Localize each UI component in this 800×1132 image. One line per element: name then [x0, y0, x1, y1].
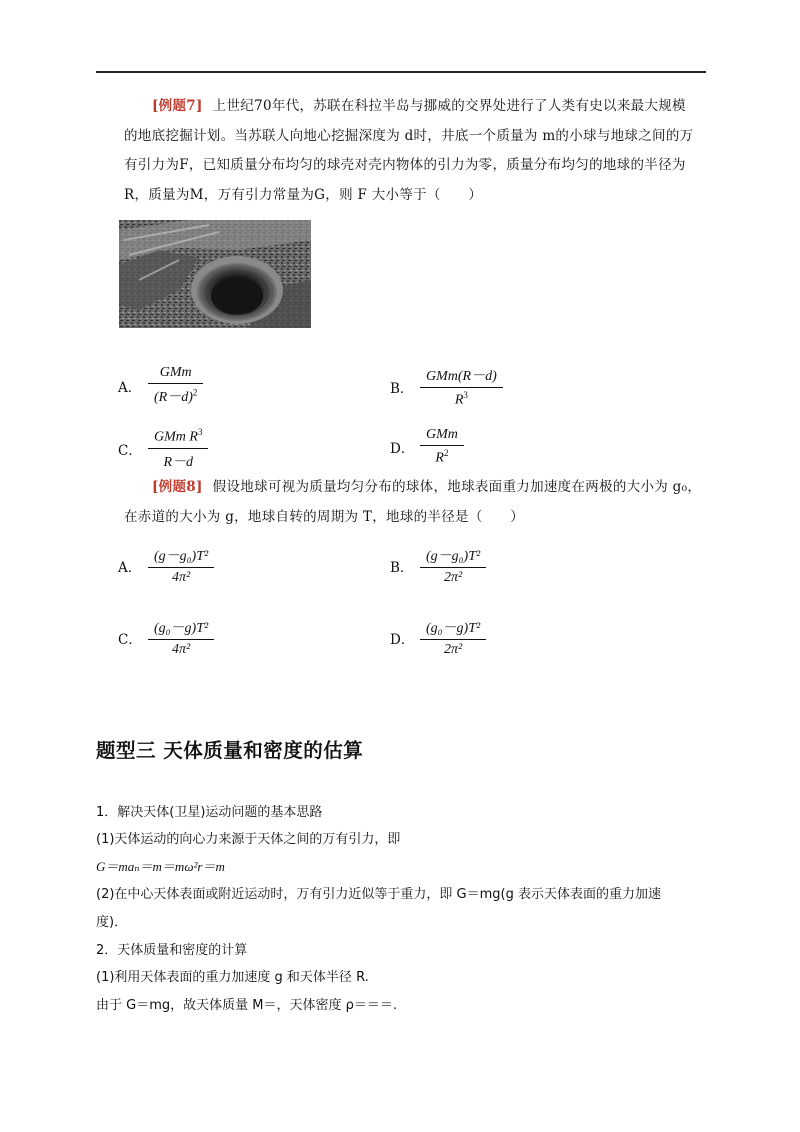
ex7-option-a[interactable]: [118, 365, 203, 406]
section-para-1: (1)天体运动的向心力来源于天体之间的万有引力，即: [96, 832, 401, 847]
denominator: [420, 446, 464, 467]
fraction: [148, 365, 203, 406]
ex8-option-d[interactable]: [390, 617, 486, 658]
example7-line3: 有引力为F，已知质量分布均匀的球壳对壳内物体的引力为零，质量分布均匀的地球的半径为: [124, 157, 686, 173]
section-heading-1: 1．解决天体(卫星)运动问题的基本思路: [96, 805, 323, 820]
fraction: [148, 427, 208, 471]
ex7-option-d[interactable]: [390, 427, 464, 467]
fraction: [148, 617, 214, 658]
numerator: (g－g₀)T²: [420, 545, 486, 568]
num-base: GMm R: [154, 429, 198, 445]
option-label: B．: [390, 380, 414, 397]
numerator: (g₀－g)T²: [148, 617, 214, 640]
option-label: A．: [118, 559, 142, 576]
option-label: D．: [390, 631, 415, 648]
option-label: B．: [390, 559, 414, 576]
fraction: [420, 365, 503, 409]
den-base: R: [454, 392, 464, 408]
ex8-option-a[interactable]: [118, 545, 214, 586]
section-para-3: (1)利用天体表面的重力加速度 g 和天体半径 R.: [96, 970, 369, 985]
fraction: [420, 617, 486, 658]
numerator: GMm: [420, 427, 464, 446]
ex7-option-c[interactable]: [118, 427, 208, 471]
denominator: R－d: [163, 454, 193, 470]
borehole-photo: [119, 220, 311, 328]
example7-line1: 上世纪70年代，苏联在科拉半岛与挪威的交界处进行了人类有史以来最大规模: [212, 98, 686, 114]
section-para-4: 由于 G＝mg，故天体质量 M＝，天体密度 ρ＝＝＝.: [96, 998, 397, 1013]
denominator: 4π²: [171, 642, 191, 657]
den-exp: 3: [463, 390, 468, 400]
denominator: 2π²: [443, 642, 463, 657]
den-exp: 2: [443, 448, 449, 458]
denominator: 2π²: [443, 570, 463, 585]
example7-line4: R，质量为M，万有引力常量为G，则 F 大小等于（ ）: [124, 186, 483, 203]
numerator: GMm: [148, 365, 203, 384]
example8-line1: 假设地球可视为质量均匀分布的球体，地球表面重力加速度在两极的大小为 g₀，: [212, 479, 702, 495]
denominator: 4π²: [171, 570, 191, 585]
example7-line2: 的地底挖掘计划。当苏联人向地心挖掘深度为 d时，井底一个质量为 m的小球与地球之间的万: [124, 127, 694, 144]
example8-tag: [例题8]: [152, 479, 203, 495]
fraction: [420, 545, 486, 586]
equation-1: G＝maₙ＝m＝mω²r＝m: [96, 859, 225, 874]
ex8-option-c[interactable]: [118, 617, 214, 658]
ex8-option-b[interactable]: [390, 545, 486, 586]
num-exp: 3: [197, 427, 203, 437]
option-label: C．: [118, 442, 142, 459]
denominator: [420, 388, 503, 409]
option-label: A．: [118, 379, 142, 396]
section-para-2b: 度)．: [96, 915, 128, 930]
option-label: D．: [390, 440, 415, 457]
numerator: (g₀－g)T²: [420, 617, 486, 640]
section-title: 题型三 天体质量和密度的估算: [96, 739, 364, 762]
section-para-2: (2)在中心天体表面或附近运动时，万有引力近似等于重力，即 G＝mg(g 表示天体表面的重力加速: [96, 887, 661, 902]
den-exp: 2: [192, 387, 198, 398]
option-label: C．: [118, 631, 142, 648]
example8-line2: 在赤道的大小为 g，地球自转的周期为 T，地球的半径是（ ）: [124, 508, 525, 525]
den-base: R: [435, 450, 444, 466]
header-rule: [96, 71, 706, 73]
fraction: [420, 427, 464, 467]
ex7-option-b[interactable]: [390, 365, 503, 409]
example8-text: [124, 473, 709, 532]
den-base: (R－d): [154, 390, 193, 405]
fraction: [148, 545, 214, 586]
denominator: [148, 384, 203, 406]
example7-tag: [例题7]: [152, 98, 203, 114]
numerator: [148, 427, 208, 449]
numerator: (g－g₀)T²: [148, 545, 214, 568]
numerator: GMm(R－d): [420, 365, 503, 388]
example7-text: [124, 92, 709, 210]
section-heading-2: 2．天体质量和密度的计算: [96, 943, 248, 958]
